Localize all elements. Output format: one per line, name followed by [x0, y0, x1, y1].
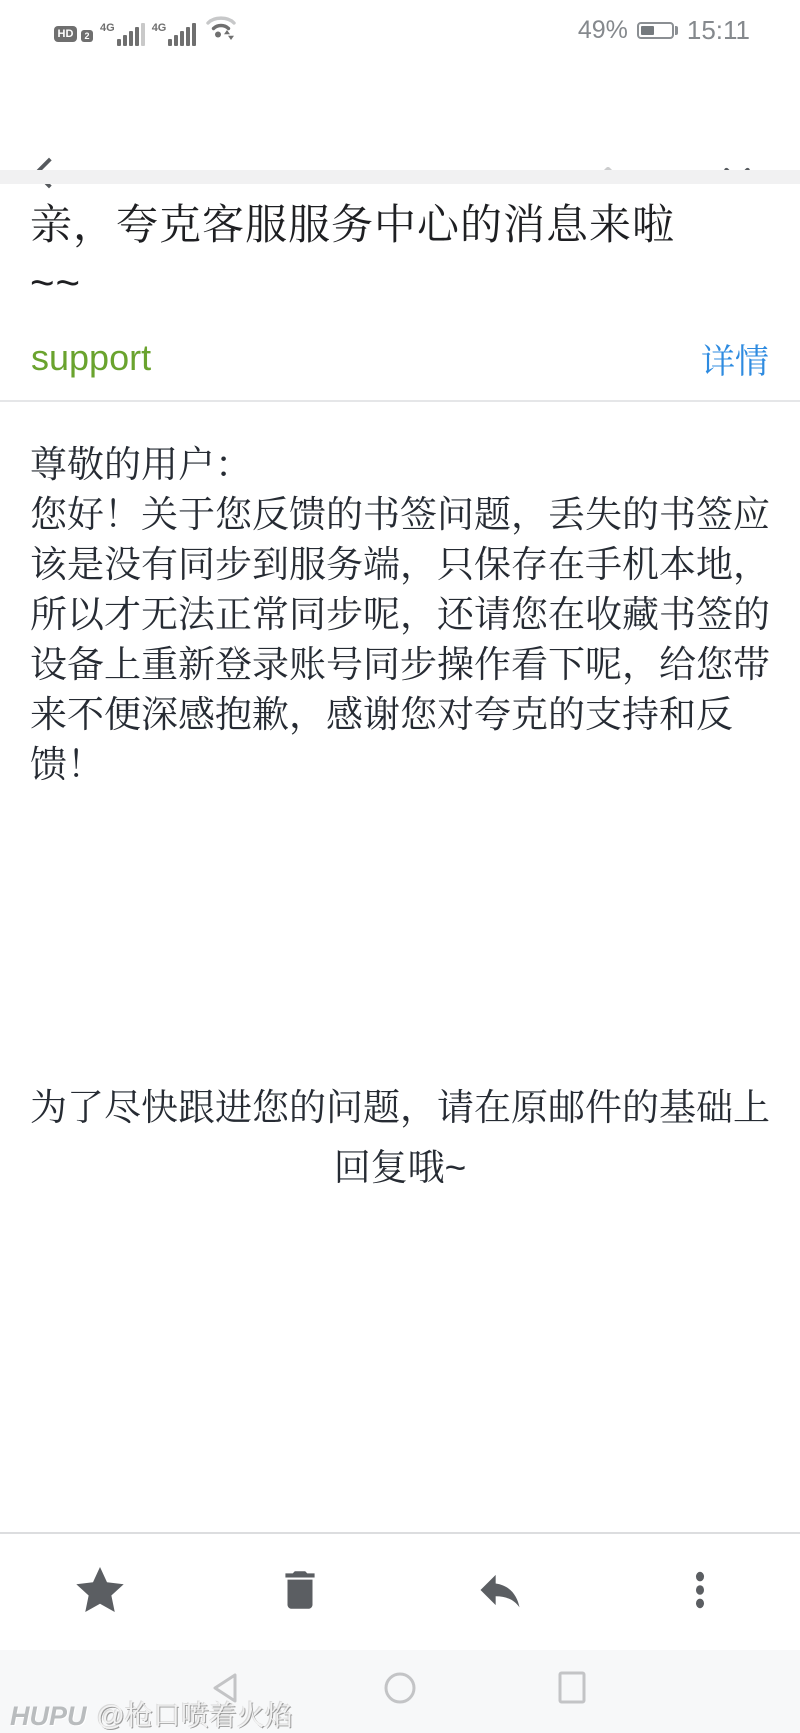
trash-icon: [275, 1565, 325, 1620]
clock-label: 15:11: [686, 14, 750, 45]
more-vert-icon: [677, 1567, 723, 1618]
section-separator-band: [0, 170, 800, 184]
hd-voice-icon: HD: [54, 26, 77, 42]
body-line: 所以才无法正常同步呢，还请您在收藏书签的: [30, 594, 770, 635]
status-bar: [0, 0, 800, 60]
body-line: 该是没有同步到服务端，只保存在手机本地，: [30, 544, 770, 585]
sender-name-label: support: [31, 337, 152, 378]
android-recents-button[interactable]: [552, 1668, 592, 1708]
mail-action-bar: [0, 1532, 800, 1650]
battery-percent-label: 49%: [577, 15, 628, 44]
star-icon: [71, 1561, 129, 1624]
body-line: 来不便深感抱歉，感谢您对夸克的支持和反: [30, 694, 733, 735]
email-body: [0, 440, 800, 790]
note-line: 为了尽快跟进您的问题，请在原邮件的基础上: [30, 1087, 770, 1128]
android-back-button[interactable]: [208, 1668, 248, 1708]
signal-bars-sim1: [117, 23, 145, 46]
mail-toolbar: [0, 60, 800, 170]
watermark-brand-label: HUPU: [10, 1701, 87, 1731]
signal-strength-icon-sim2: [152, 23, 197, 46]
star-favorite-button[interactable]: [0, 1534, 200, 1650]
status-left-icons: [54, 14, 237, 46]
body-line: 您好！关于您反馈的书签问题，丢失的书签应: [30, 494, 770, 535]
signal-bars-sim2: [168, 23, 196, 46]
header-body-divider: [0, 400, 800, 402]
signal-strength-icon-sim1: [100, 23, 145, 46]
email-subject: [0, 184, 800, 312]
android-nav-bar: [0, 1650, 800, 1733]
subject-line-2: ~~: [30, 259, 82, 306]
status-right-group: [578, 0, 750, 60]
delete-button[interactable]: [200, 1534, 400, 1650]
sender-row: [0, 326, 800, 390]
network-type-label-sim1: 4G: [100, 22, 115, 34]
wifi-icon: [205, 11, 237, 46]
note-line: 回复哦~: [333, 1147, 467, 1188]
details-link[interactable]: 详情: [701, 342, 769, 381]
reply-button[interactable]: [400, 1534, 600, 1650]
back-triangle-icon: [208, 1695, 248, 1712]
network-type-label-sim2: 4G: [151, 22, 167, 34]
android-home-button[interactable]: [380, 1668, 420, 1708]
watermark-handle-label: @枪口喷着火焰: [96, 1700, 293, 1731]
body-line: 设备上重新登录账号同步操作看下呢，给您带: [30, 644, 770, 685]
subject-line-1: 亲，夸克客服服务中心的消息来啦: [30, 201, 676, 248]
recents-square-icon: [552, 1695, 592, 1712]
battery-icon: [637, 22, 678, 39]
reply-arrow-icon: [474, 1564, 526, 1621]
body-line: 尊敬的用户：: [30, 444, 252, 485]
sim2-badge-icon: 2: [81, 30, 93, 42]
more-options-button[interactable]: [600, 1534, 800, 1650]
followup-note: [0, 1078, 800, 1198]
home-circle-icon: [380, 1695, 420, 1712]
body-line: 馈！: [30, 744, 104, 785]
